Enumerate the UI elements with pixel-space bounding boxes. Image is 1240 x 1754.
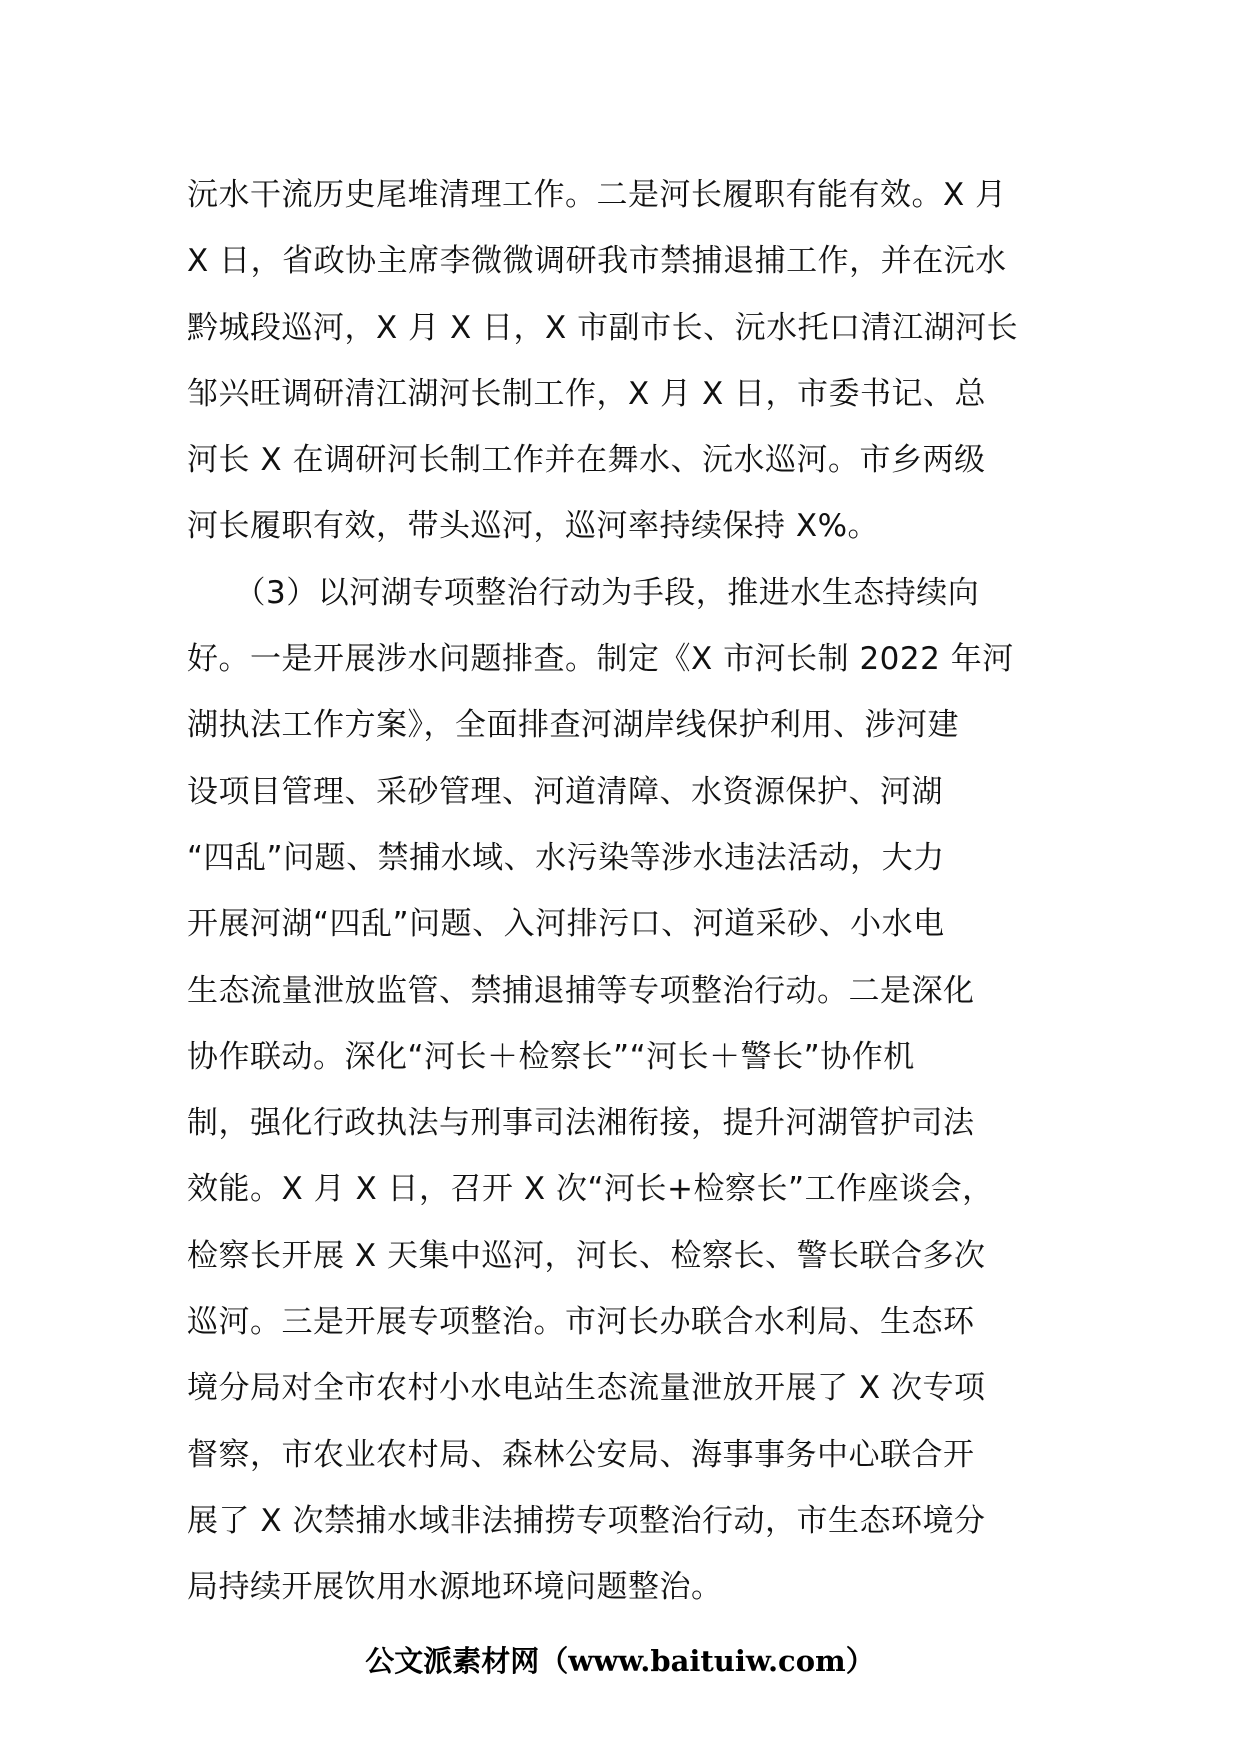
text-line: 生态流量泄放监管、禁捕退捕等专项整治行动。二是深化 — [187, 972, 975, 1009]
text-line: 制，强化行政执法与刑事司法湘衔接，提升河湖管护司法 — [187, 1105, 975, 1142]
text-line: 湖执法工作方案》，全面排查河湖岸线保护利用、涉河建 — [187, 707, 959, 744]
text-line: 黔城段巡河，X 月 X 日，X 市副市长、沅水托口清江湖河长 — [187, 309, 1019, 346]
text-line: 沅水干流历史尾堆清理工作。二是河长履职有能有效。X 月 — [187, 177, 1007, 213]
text-line: “四乱”问题、禁捕水域、水污染等涉水违法活动，大力 — [187, 839, 945, 876]
text-line: 境分局对全市农村小水电站生态流量泄放开展了 X 次专项 — [187, 1370, 986, 1407]
text-line: 开展河湖“四乱”问题、入河排污口、河道采砂、小水电 — [187, 906, 945, 943]
text-line: 河长 X 在调研河长制工作并在舞水、沅水巡河。市乡两级 — [187, 442, 986, 479]
text-line: 协作联动。深化“河长＋检察长”“河长＋警长”协作机 — [187, 1038, 915, 1075]
text-line: 设项目管理、采砂管理、河道清障、水资源保护、河湖 — [187, 773, 943, 810]
text-line: （3）以河湖专项整治行动为手段，推进水生态持续向 — [187, 574, 980, 611]
text-line: 督察，市农业农村局、森林公安局、海事事务中心联合开 — [187, 1436, 975, 1473]
text-line: 邹兴旺调研清江湖河长制工作，X 月 X 日，市委书记、总 — [187, 375, 987, 412]
text-line: 巡河。三是开展专项整治。市河长办联合水利局、生态环 — [187, 1304, 975, 1341]
text-line: 检察长开展 X 天集中巡河，河长、检察长、警长联合多次 — [187, 1237, 986, 1274]
footer-watermark: 公文派素材网（www.baituiw.com） — [365, 1644, 875, 1678]
text-line: 效能。X 月 X 日，召开 X 次“河长+检察长”工作座谈会， — [187, 1171, 994, 1208]
text-line: 河长履职有效，带头巡河，巡河率持续保持 X%。 — [187, 508, 880, 545]
text-line: X 日，省政协主席李微微调研我市禁捕退捕工作，并在沅水 — [187, 243, 1007, 280]
document-body — [187, 162, 1055, 1621]
text-line: 局持续开展饮用水源地环境问题整治。 — [187, 1569, 723, 1606]
text-line: 展了 X 次禁捕水域非法捕捞专项整治行动，市生态环境分 — [187, 1502, 986, 1539]
text-line: 好。一是开展涉水问题排查。制定《X 市河长制 2022 年河 — [187, 641, 1014, 678]
